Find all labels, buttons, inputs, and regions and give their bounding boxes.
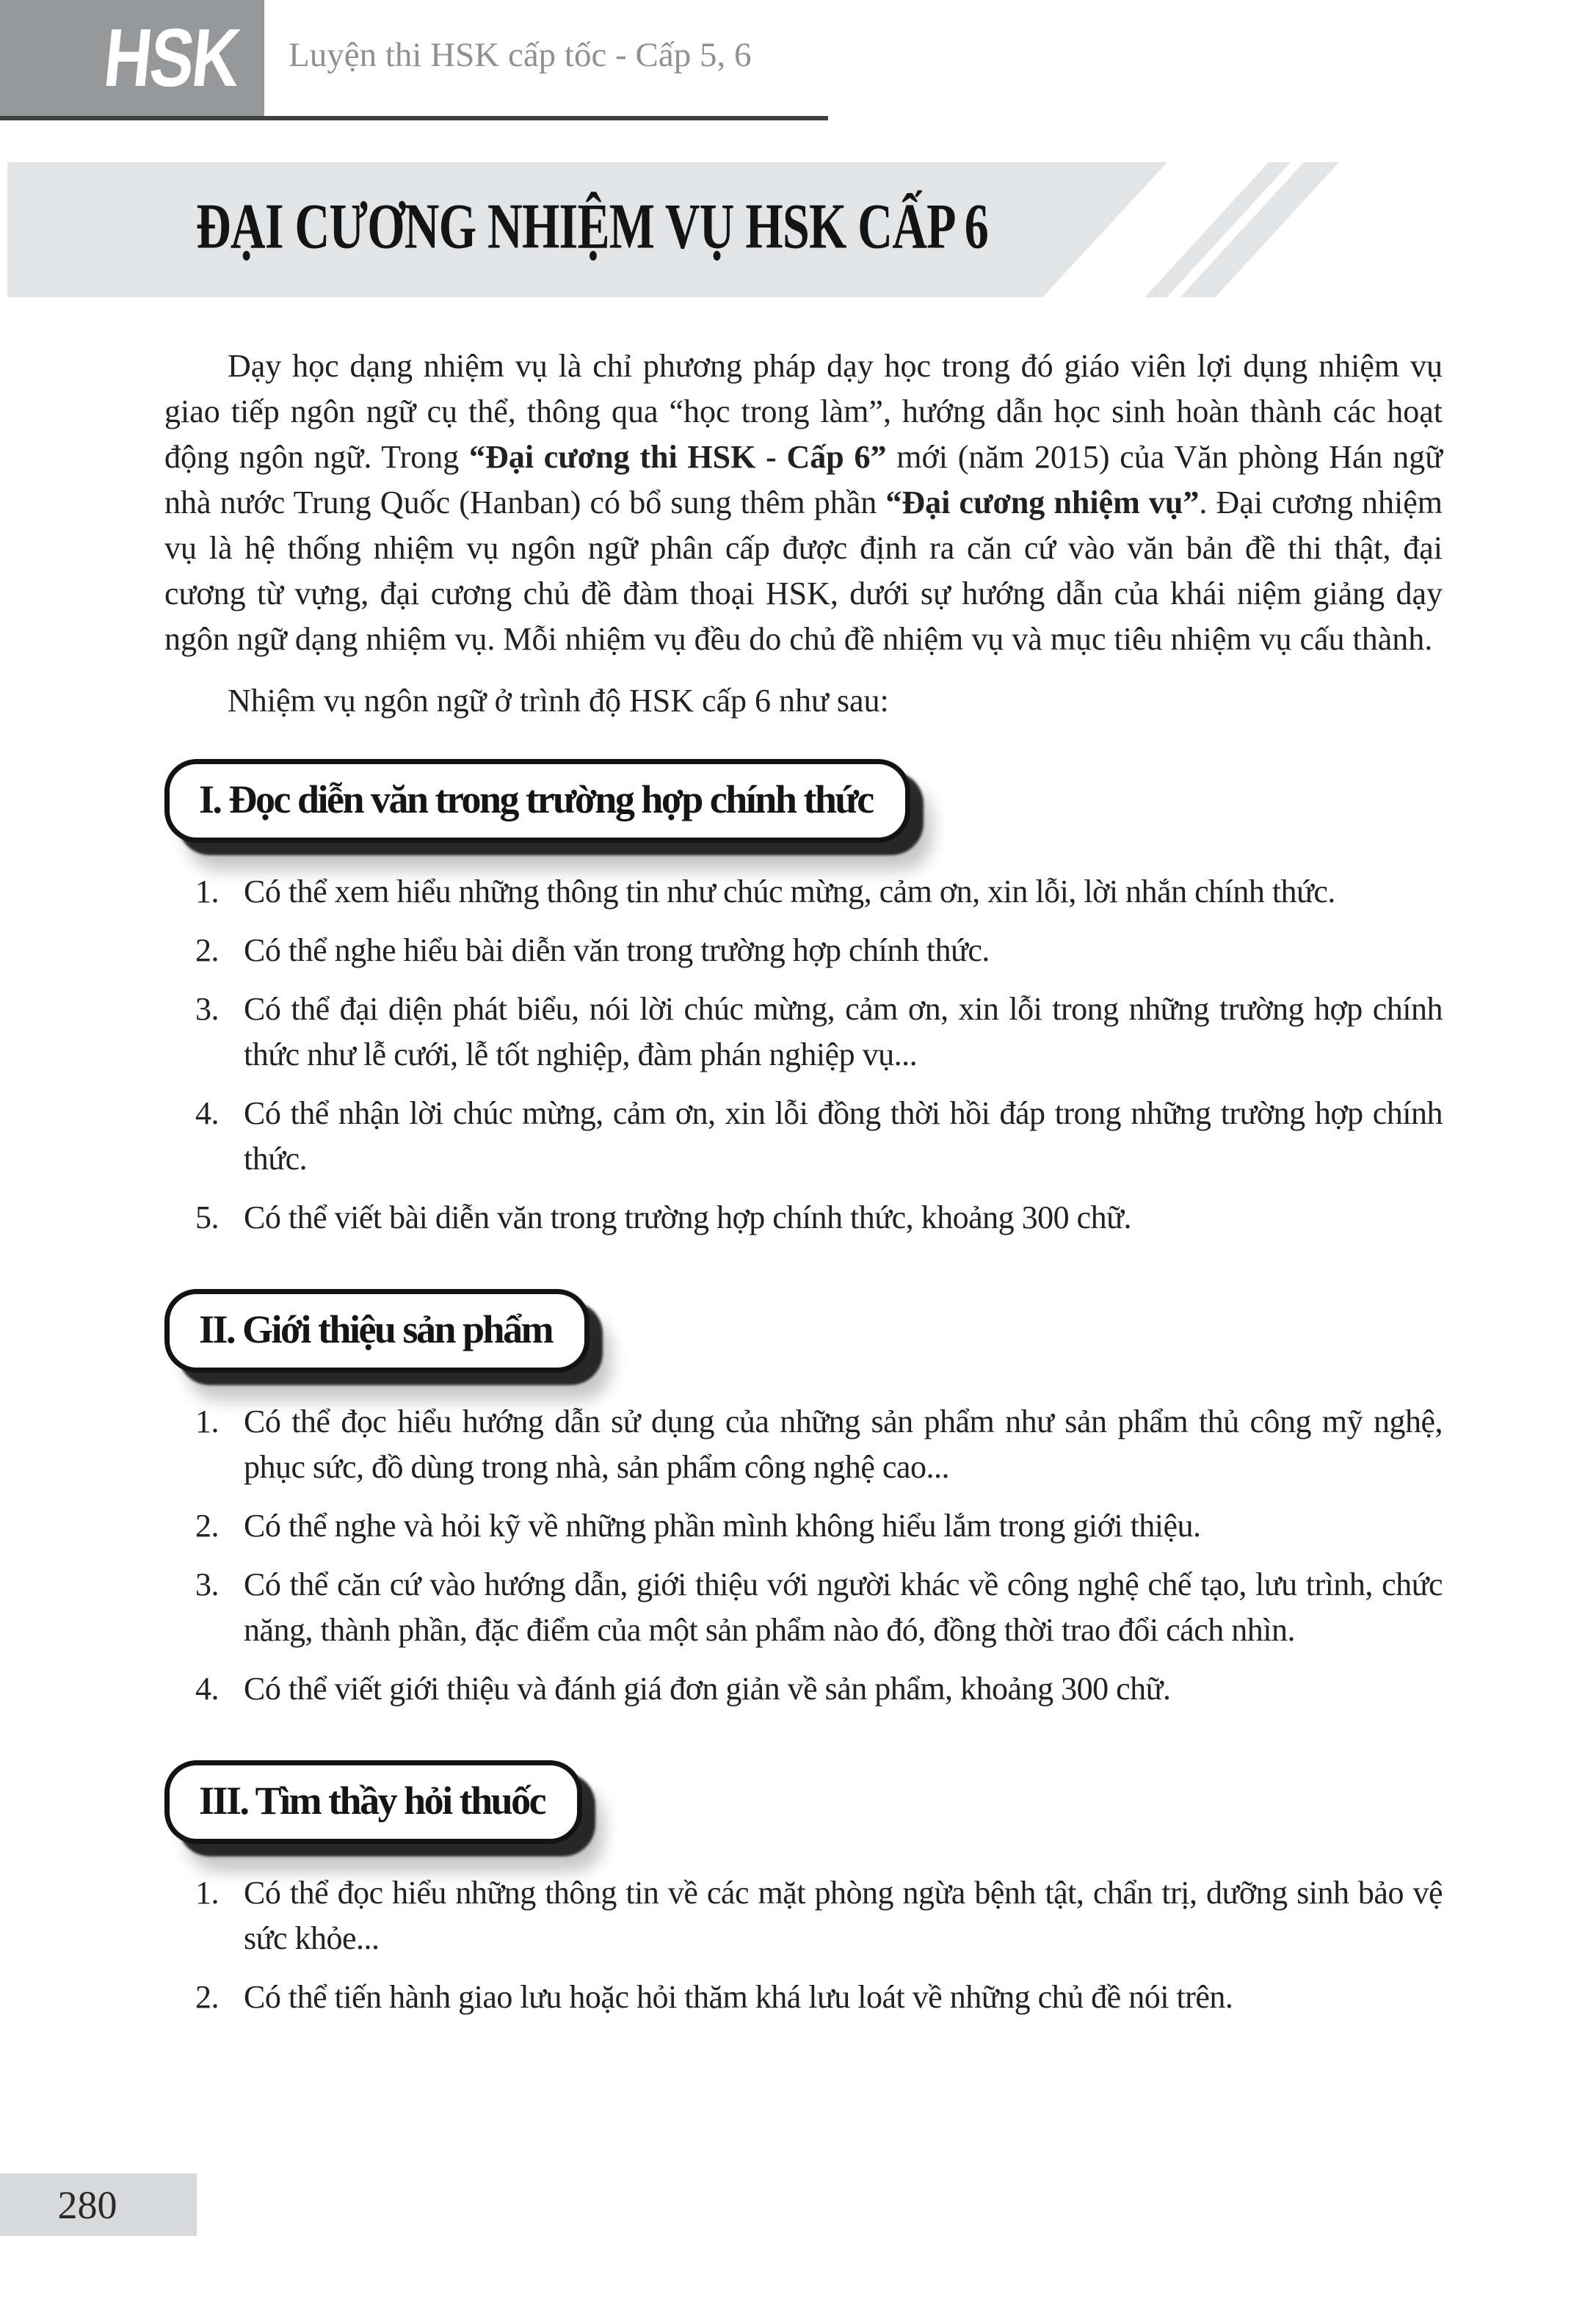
list-item-number: 2. — [195, 1508, 219, 1544]
list-item — [164, 928, 1443, 973]
list-item-number: 5. — [195, 1199, 219, 1236]
section-1 — [164, 724, 1443, 1241]
section-3-heading: III. Tìm thầy hỏi thuốc — [199, 1779, 545, 1823]
text-run: . Đại cương nhiệm vụ là hệ thống nhiệm vụ ngôn ngữ phân cấp được định ra căn cứ vào văn bản đề thi thật, đại cương từ vựng, đại cương chủ đề đàm thoại HSK, dưới sự hướng dẫn của khái niệm giảng dạy ngôn ngữ dạng nhiệm vụ. Mỗi nhiệm vụ đều do chủ đề nhiệm vụ và mục tiêu nhiệm vụ cấu thành. — [164, 484, 1443, 657]
section-3 — [164, 1725, 1443, 2020]
page-content — [164, 344, 1443, 2033]
list-item-text: Có thể xem hiểu những thông tin như chúc mừng, cảm ơn, xin lỗi, lời nhắn chính thức. — [244, 874, 1335, 910]
chapter-banner — [0, 162, 1596, 297]
section-3-heading-box — [164, 1760, 582, 1844]
header-subtitle: Luyện thi HSK cấp tốc - Cấp 5, 6 — [289, 36, 752, 74]
page-footer — [0, 2174, 197, 2236]
list-item — [164, 1562, 1443, 1653]
list-item-number: 2. — [195, 1979, 219, 2016]
list-item-text: Có thể tiến hành giao lưu hoặc hỏi thăm khá lưu loát về những chủ đề nói trên. — [244, 1979, 1233, 2016]
section-3-list — [164, 1870, 1443, 2020]
list-item-text: Có thể nhận lời chúc mừng, cảm ơn, xin lỗi đồng thời hồi đáp trong những trường hợp chính thức. — [244, 1095, 1443, 1177]
list-item — [164, 1091, 1443, 1182]
list-item-text: Có thể viết bài diễn văn trong trường hợp chính thức, khoảng 300 chữ. — [244, 1199, 1132, 1236]
text-run: mới (năm 2015) của Văn phòng Hán ngữ nhà nước Trung Quốc (Hanban) có bổ sung thêm phần — [164, 439, 1443, 520]
section-1-list — [164, 869, 1443, 1241]
section-1-heading: I. Đọc diễn văn trong trường hợp chính thức — [199, 777, 873, 821]
list-item — [164, 987, 1443, 1078]
section-2 — [164, 1254, 1443, 1712]
list-item-number: 3. — [195, 991, 219, 1028]
bold-text-run: “Đại cương nhiệm vụ” — [885, 484, 1200, 520]
lead-line: Nhiệm vụ ngôn ngữ ở trình độ HSK cấp 6 như sau: — [228, 683, 889, 719]
list-item-number: 4. — [195, 1095, 219, 1132]
list-item-text: Có thể đọc hiểu hướng dẫn sử dụng của những sản phẩm như sản phẩm thủ công mỹ nghệ, phục sức, đồ dùng trong nhà, sản phẩm công nghệ cao... — [244, 1404, 1443, 1486]
list-item — [164, 1975, 1443, 2020]
section-1-heading-box — [164, 759, 910, 843]
section-2-list — [164, 1399, 1443, 1712]
section-2-heading-box — [164, 1289, 590, 1373]
list-item-text: Có thể nghe và hỏi kỹ về những phần mình không hiểu lắm trong giới thiệu. — [244, 1508, 1201, 1544]
list-item-number: 1. — [195, 1404, 219, 1440]
chapter-title: ĐẠI CƯƠNG NHIỆM VỤ HSK CẤP 6 — [196, 191, 989, 263]
hsk-logo-text: HSK — [99, 11, 243, 104]
page-number: 280 — [57, 2182, 117, 2227]
list-item-text: Có thể đọc hiểu những thông tin về các mặt phòng ngừa bệnh tật, chẩn trị, dưỡng sinh bảo vệ sức khỏe... — [244, 1875, 1443, 1957]
list-item-text: Có thể căn cứ vào hướng dẫn, giới thiệu với người khác về công nghệ chế tạo, lưu trình, chức năng, thành phần, đặc điểm của một sản phẩm nào đó, đồng thời trao đổi cách nhìn. — [244, 1566, 1443, 1649]
header-rule — [0, 116, 828, 120]
section-2-heading: II. Giới thiệu sản phẩm — [199, 1307, 553, 1352]
hsk-logo — [0, 0, 264, 118]
list-item-text: Có thể viết giới thiệu và đánh giá đơn giản về sản phẩm, khoảng 300 chữ. — [244, 1671, 1171, 1707]
text-run: Dạy học dạng nhiệm vụ là chỉ phương pháp dạy học trong đó giáo viên lợi dụng nhiệm vụ giao tiếp ngôn ngữ cụ thể, thông qua “học trong làm”, hướng dẫn học sinh hoàn thành các hoạt động ngôn ngữ. Trong — [164, 348, 1443, 475]
bold-text-run: “Đại cương thi HSK - Cấp 6” — [469, 439, 887, 475]
list-item — [164, 1503, 1443, 1549]
list-item — [164, 1870, 1443, 1961]
list-item-number: 4. — [195, 1671, 219, 1707]
list-item — [164, 1666, 1443, 1712]
list-item-number: 1. — [195, 874, 219, 910]
list-item-text: Có thể nghe hiểu bài diễn văn trong trường hợp chính thức. — [244, 932, 990, 969]
list-item-number: 1. — [195, 1875, 219, 1911]
list-item — [164, 869, 1443, 915]
list-item — [164, 1399, 1443, 1490]
intro-paragraph — [164, 344, 1443, 662]
list-item — [164, 1195, 1443, 1241]
list-item-text: Có thể đại diện phát biểu, nói lời chúc mừng, cảm ơn, xin lỗi trong những trường hợp chính thức như lễ cưới, lễ tốt nghiệp, đàm phán nghiệp vụ... — [244, 991, 1443, 1073]
list-item-number: 3. — [195, 1566, 219, 1603]
list-item-number: 2. — [195, 932, 219, 969]
